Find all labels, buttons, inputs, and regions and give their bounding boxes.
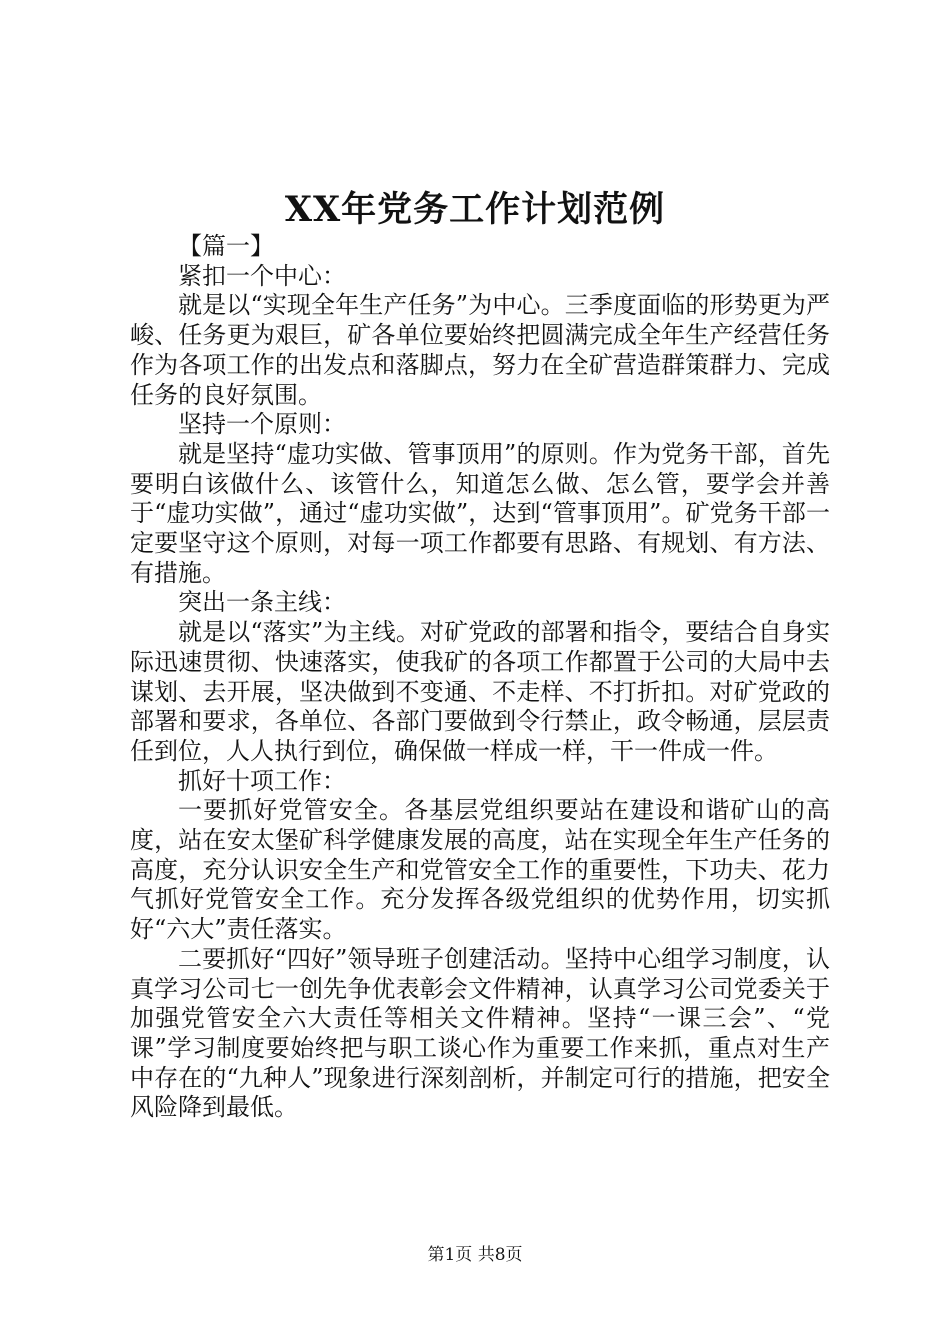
paragraph-center: 就是以“实现全年生产任务”为中心。三季度面临的形势更为严峻、任务更为艰巨，矿各单位要始终把圆满完成全年生产经营任务作为各项工作的出发点和落脚点，努力在全矿营造群策群力、完成任务的良好氛围。 — [130, 291, 830, 409]
document-body — [130, 232, 830, 1123]
page-number: 第1页 共8页 — [427, 1245, 523, 1265]
paragraph-mainline: 就是以“落实”为主线。对矿党政的部署和指令，要结合自身实际迅速贯彻、快速落实，使我矿的各项工作都置于公司的大局中去谋划、去开展，坚决做到不变通、不走样、不打折扣。对矿党政的部署和要求，各单位、各部门要做到令行禁止，政令畅通，层层责任到位，人人执行到位，确保做一样成一样，干一件成一件。 — [130, 618, 830, 765]
document-title: XX年党务工作计划范例 — [284, 189, 666, 230]
paragraph-task-one: 一要抓好党管安全。各基层党组织要站在建设和谐矿山的高度，站在安太堡矿科学健康发展的高度，站在实现全年生产任务的高度，充分认识安全生产和党管安全工作的重要性，下功夫、花力气抓好党管安全工作。充分发挥各级党组织的优势作用，切实抓好“六大”责任落实。 — [130, 796, 830, 944]
subheading-ten-tasks: 抓好十项工作： — [178, 766, 346, 795]
paragraph-principle: 就是坚持“虚功实做、管事顶用”的原则。作为党务干部，首先要明白该做什么、该管什么，知道怎么做、怎么管，要学会并善于“虚功实做”，通过“虚功实做”，达到“管事顶用”。矿党务干部一定要坚守这个原则，对每一项工作都要有思路、有规划、有方法、有措施。 — [130, 439, 830, 587]
paragraph-task-two: 二要抓好“四好”领导班子创建活动。坚持中心组学习制度，认真学习公司七一创先争优表彰会文件精神，认真学习公司党委关于加强党管安全六大责任等相关文件精神。坚持“一课三会”、“党课”学习制度要始终把与职工谈心作为重要工作来抓，重点对生产中存在的“九种人”现象进行深刻剖析，并制定可行的措施，把安全风险降到最低。 — [130, 944, 830, 1122]
subheading-mainline: 突出一条主线： — [178, 588, 346, 617]
subheading-center: 紧扣一个中心： — [178, 261, 346, 290]
section-heading: 【篇一】 — [178, 232, 274, 260]
subheading-principle: 坚持一个原则： — [178, 410, 346, 439]
